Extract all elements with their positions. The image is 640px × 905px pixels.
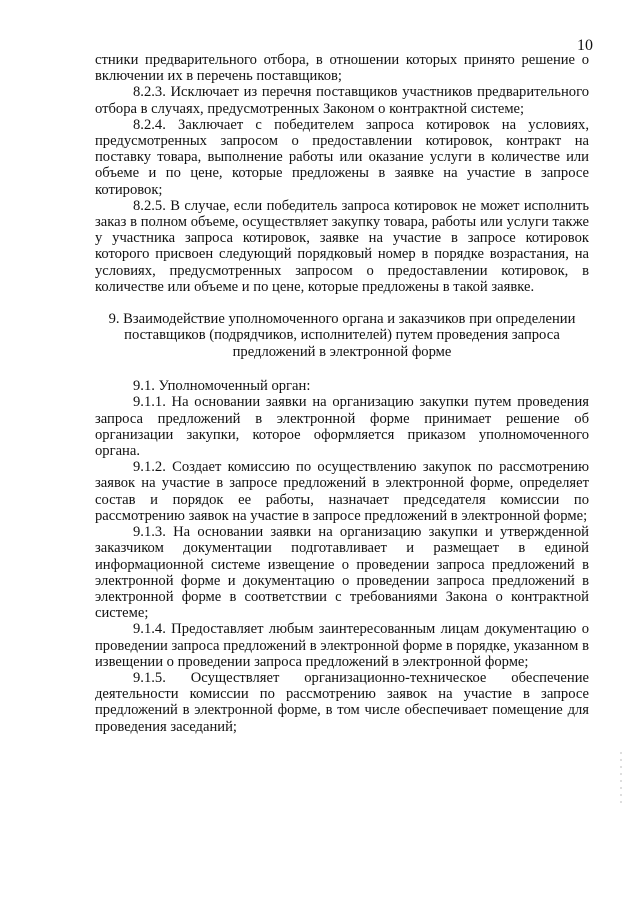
page-number: 10 (577, 37, 593, 54)
section-gap (95, 295, 589, 311)
paragraph-9-1-3: 9.1.3. На основании заявки на организацию закупки и утвержденной заказчиком документации подготавливает и размещает в единой информационной системе извещение о проведении запроса предложений в электронной форме и документацию о проведении запроса предложений в электронной форме в соответствии с требованиями Закона о контрактной системе; (95, 524, 589, 622)
paragraph-9-1-1: 9.1.1. На основании заявки на организацию закупки путем проведения запроса предложений в электронной форме принимает решение об организации закупки, которое оформляется приказом уполномоченного органа. (95, 394, 589, 460)
paragraph-9-1-2: 9.1.2. Создает комиссию по осуществлению закупок по рассмотрению заявок на участие в запросе предложений в электронной форме, определяет состав и порядок ее работы, назначает председателя комиссии по рассмотрению заявок на участие в запросе предложений в электронной форме; (95, 459, 589, 524)
section-heading: 9. Взаимодействие уполномоченного органа и заказчиков при определении поставщиков (подрядчиков, исполнителей) путем проведения запроса предложений в электронной форме (108, 311, 576, 360)
paragraph-8-2-5: 8.2.5. В случае, если победитель запроса котировок не может исполнить заказ в полном объеме, осуществляет закупку товара, работы или услуги также у участника запроса котировок, заявке на участие в запросе котировок которого присвоен следующий порядковый номер в порядке возрастания, на условиях, предусмотренных запросом о предоставлении котировок, в количестве или объеме и по цене, которые предложены в такой заявке. (95, 197, 589, 295)
paragraph-8-2-3: 8.2.3. Исключает из перечня поставщиков участников предварительного отбора в случаях, предусмотренных Законом о контрактной системе; (95, 84, 589, 117)
paragraph-9-1: 9.1. Уполномоченный орган: (133, 378, 311, 395)
paragraph-9-1-5: 9.1.5. Осуществляет организационно-техническое обеспечение деятельности комиссии по рассмотрению заявок на участие в запросе предложений в электронной форме, в том числе обеспечивает помещение для проведения заседаний; (95, 669, 589, 735)
heading-gap (95, 360, 589, 378)
scan-artifact (620, 752, 622, 808)
document-body (95, 52, 589, 735)
paragraph-continuation: стники предварительного отбора, в отношении которых принято решение о включении их в перечень поставщиков; (95, 52, 589, 85)
paragraph-9-1-4: 9.1.4. Предоставляет любым заинтересованным лицам документацию о проведении запроса предложений в электронной форме в порядке, указанном в извещении о проведении запроса предложений в электронной форме; (95, 621, 589, 670)
paragraph-8-2-4: 8.2.4. Заключает с победителем запроса котировок на условиях, предусмотренных запросом о предоставлении котировок, контракт на поставку товара, выполнение работы или оказание услуги в количестве или объеме и по цене, которые предложены в заявке на участие в запросе котировок; (95, 116, 589, 198)
